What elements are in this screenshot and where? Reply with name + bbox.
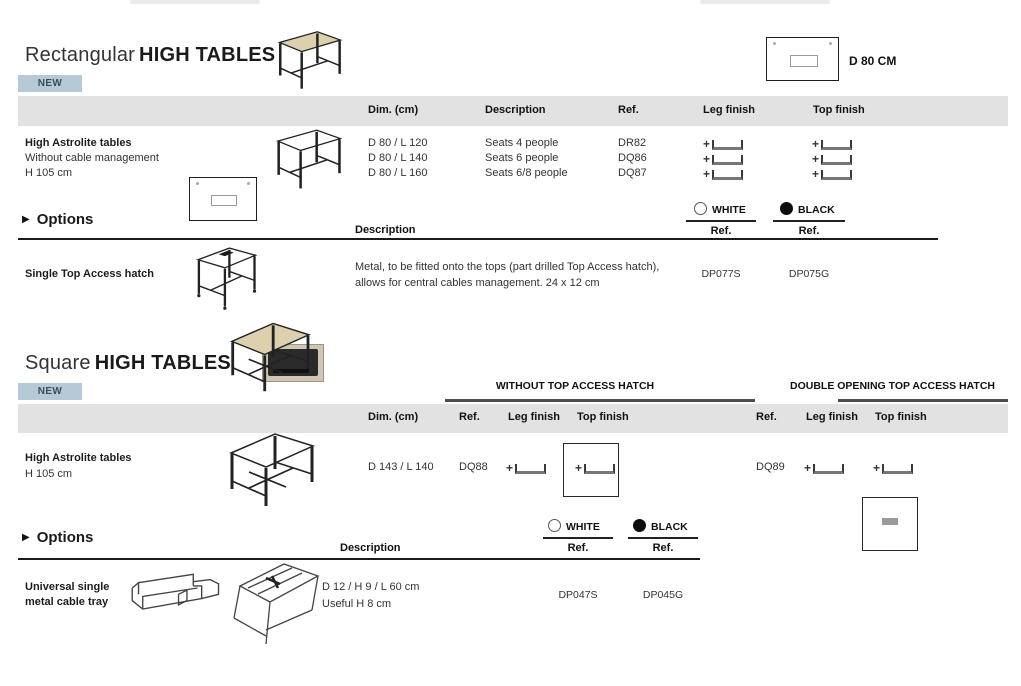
black-col-rule xyxy=(628,537,698,539)
plus-sign: + xyxy=(812,167,820,181)
plus-sign: + xyxy=(812,137,820,151)
group1-label: WITHOUT TOP ACCESS HATCH xyxy=(495,380,655,392)
leg-finish-swatch xyxy=(804,461,844,474)
rect-table-3d-image xyxy=(266,122,342,194)
plus-sign: + xyxy=(575,461,583,475)
triangle-right-icon: ▶ xyxy=(22,532,30,543)
top-finish-swatch xyxy=(812,137,852,150)
col-ref: Ref. xyxy=(459,411,480,423)
plus-sign: + xyxy=(812,152,820,166)
row-dim: D 80 / L 120 xyxy=(368,137,428,149)
top-finish-swatch xyxy=(812,152,852,165)
finish-box xyxy=(712,140,743,150)
option-name: Single Top Access hatch xyxy=(25,268,154,280)
square-title-prefix: Square xyxy=(25,352,91,374)
product-name: High Astrolite tables xyxy=(25,137,132,149)
col-dim: Dim. (cm) xyxy=(368,411,419,423)
group1-topline xyxy=(445,399,755,402)
top-finish-swatch xyxy=(873,461,913,474)
options-divider xyxy=(18,558,700,560)
finish-box xyxy=(515,464,546,474)
top-finish-swatch xyxy=(812,167,852,180)
row-description: Seats 4 people xyxy=(485,137,559,149)
col-leg-finish: Leg finish xyxy=(508,411,560,423)
finish-box xyxy=(882,464,913,474)
col-leg-finish: Leg finish xyxy=(806,411,858,423)
finish-box xyxy=(584,464,615,474)
row-dim: D 143 / L 140 xyxy=(368,461,434,473)
row-ref: DQ87 xyxy=(618,167,647,179)
cropped-header-fragment xyxy=(130,0,260,4)
black-ref-header: Ref. xyxy=(798,225,820,237)
white-col-rule xyxy=(686,220,756,222)
black-col-rule xyxy=(773,220,845,222)
white-label: WHITE xyxy=(566,521,600,533)
plus-sign: + xyxy=(506,461,514,475)
col-ref: Ref. xyxy=(618,104,639,116)
option-black-ref: DP075G xyxy=(788,268,830,280)
white-ref-header: Ref. xyxy=(710,225,732,237)
black-label: BLACK xyxy=(798,204,835,216)
rect-section-title xyxy=(25,44,275,67)
col-description: Description xyxy=(485,104,546,116)
leg-finish-swatch xyxy=(703,152,743,165)
product-sub: H 105 cm xyxy=(25,468,73,480)
col-top-finish: Top finish xyxy=(875,411,927,423)
option-desc-line2: Useful H 8 cm xyxy=(322,598,392,610)
black-circle-icon xyxy=(780,202,793,215)
group2-label: DOUBLE OPENING TOP ACCESS HATCH xyxy=(790,380,995,392)
new-badge: NEW xyxy=(18,383,82,400)
square-title-main: HIGH TABLES xyxy=(94,352,231,374)
options-divider xyxy=(18,238,938,240)
group2-topline xyxy=(838,399,1008,402)
options-col-description: Description xyxy=(340,542,401,554)
option-desc-line2: allows for central cables management. 24 x 12 cm xyxy=(355,277,600,289)
white-ref-header: Ref. xyxy=(567,542,589,554)
product-sub1: Without cable management xyxy=(25,152,159,164)
rect-topview-image xyxy=(189,177,257,221)
finish-box xyxy=(712,170,743,180)
leg-finish-swatch xyxy=(703,167,743,180)
row-ref: DQ86 xyxy=(618,152,647,164)
product-name: High Astrolite tables xyxy=(25,452,132,464)
plus-sign: + xyxy=(703,152,711,166)
black-label: BLACK xyxy=(651,521,688,533)
row-ref: DR82 xyxy=(618,137,647,149)
col-leg-finish: Leg finish xyxy=(703,104,755,116)
white-circle-icon xyxy=(548,519,561,532)
option-desc-line1: D 12 / H 9 / L 60 cm xyxy=(322,581,420,593)
new-badge: NEW xyxy=(18,75,82,92)
hatch-table-3d-image xyxy=(186,240,262,310)
cable-tray-under-table-image xyxy=(222,558,322,648)
row-dim: D 80 / L 160 xyxy=(368,167,428,179)
plus-sign: + xyxy=(804,461,812,475)
row-ref: DQ88 xyxy=(459,461,488,473)
leg-finish-swatch xyxy=(506,461,546,474)
black-circle-icon xyxy=(633,519,646,532)
finish-box xyxy=(813,464,844,474)
plus-sign: + xyxy=(703,137,711,151)
double-hatch-icon xyxy=(862,497,918,551)
rect-title-prefix: Rectangular xyxy=(25,44,136,66)
triangle-right-icon: ▶ xyxy=(22,214,30,225)
rect-table-illustration xyxy=(266,26,344,92)
options-col-description: Description xyxy=(355,224,416,236)
cropped-header-fragment xyxy=(700,0,830,4)
options-heading: ▶ Options xyxy=(22,529,94,546)
cable-tray-image xyxy=(128,568,228,628)
finish-box xyxy=(712,155,743,165)
rect-title-main: HIGH TABLES xyxy=(139,44,276,66)
col-top-finish: Top finish xyxy=(813,104,865,116)
finish-box xyxy=(821,170,852,180)
row-dim: D 80 / L 140 xyxy=(368,152,428,164)
top-finish-swatch xyxy=(575,461,615,474)
option-white-ref: DP047S xyxy=(558,589,598,601)
row-ref: DQ89 xyxy=(756,461,785,473)
option-name-line1: Universal single xyxy=(25,581,110,593)
finish-box xyxy=(821,155,852,165)
finish-box xyxy=(821,140,852,150)
black-ref-header: Ref. xyxy=(652,542,674,554)
product-sub2: H 105 cm xyxy=(25,167,73,179)
square-section-title xyxy=(25,352,231,375)
white-col-rule xyxy=(543,537,613,539)
col-top-finish: Top finish xyxy=(577,411,629,423)
option-desc-line1: Metal, to be fitted onto the tops (part drilled Top Access hatch), xyxy=(355,261,660,273)
leg-finish-swatch xyxy=(703,137,743,150)
white-circle-icon xyxy=(694,202,707,215)
square-table-illustration xyxy=(222,315,314,395)
option-white-ref: DP077S xyxy=(701,268,741,280)
option-name-line2: metal cable tray xyxy=(25,596,109,608)
col-dim: Dim. (cm) xyxy=(368,104,419,116)
row-description: Seats 6 people xyxy=(485,152,559,164)
white-label: WHITE xyxy=(712,204,746,216)
depth-topview-icon xyxy=(766,37,839,81)
col-ref: Ref. xyxy=(756,411,777,423)
option-black-ref: DP045G xyxy=(642,589,684,601)
row-description: Seats 6/8 people xyxy=(485,167,568,179)
depth-label: D 80 CM xyxy=(849,54,897,68)
square-table-3d-image xyxy=(222,425,317,510)
plus-sign: + xyxy=(873,461,881,475)
options-heading: ▶ Options xyxy=(22,211,94,228)
plus-sign: + xyxy=(703,167,711,181)
